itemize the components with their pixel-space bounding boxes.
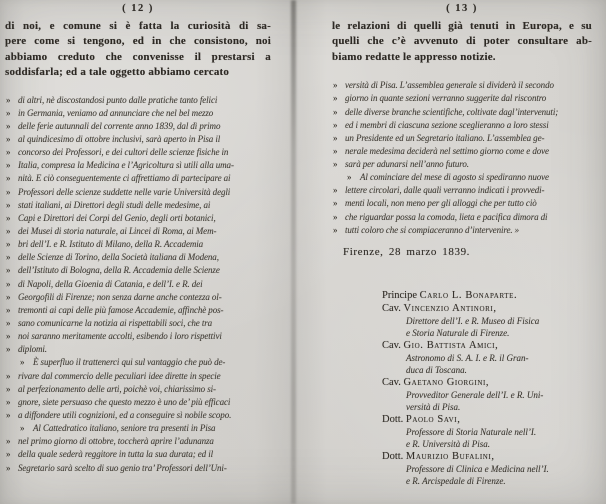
quote-line [5, 225, 271, 238]
quote-line [5, 186, 271, 199]
text-line: soddisfarla; ed a tale oggetto abbiamo cercato [5, 66, 230, 79]
quote-line [5, 199, 271, 212]
gutter-crease [291, 0, 296, 504]
quote-marker: » [6, 265, 11, 276]
signatory-role-line: Professore di Storia Naturale nell’I. [406, 427, 537, 438]
signatory-role-line: e R. Università di Pisa. [406, 439, 490, 450]
quote-line-text: nità. E ciò conseguentemente ci affrettiamo di partecipare ai [18, 173, 231, 184]
quote-line-text: al perfezionamento delle arti, poichè voi, chiarissimo si- [18, 383, 216, 394]
quote-marker: » [333, 132, 338, 143]
quote-line-text: in Germania, veniamo ad annunciare che nel bel mezzo [18, 107, 214, 118]
text-line: quelli che c’è avvenuto di poter consultare ab- [332, 35, 592, 48]
signatory-role-line: e Storia Naturale di Firenze. [406, 328, 510, 339]
quote-marker: » [6, 226, 11, 237]
quote-line [5, 409, 271, 422]
quote-marker: » [6, 331, 11, 342]
quote-line-text: diplomi. [18, 344, 47, 355]
quote-line [332, 119, 592, 132]
signatory-title: Dott. [382, 451, 404, 463]
quoted-circular-right [332, 79, 592, 237]
quote-marker: » [6, 370, 11, 381]
quote-marker: » [333, 93, 338, 104]
quote-line [5, 356, 271, 369]
page-left [5, 3, 271, 475]
quote-line [5, 212, 271, 225]
quote-marker: » [333, 159, 338, 170]
quote-line-text: tutti coloro che si compiaceranno d’intervenire. » [345, 224, 520, 235]
quote-line-text: sarà per adunarsi nell’anno futuro. [345, 159, 469, 170]
quote-line-text: gnore, siete persuaso che questo mezzo è uno de’ più efficaci [18, 396, 231, 407]
quote-marker: » [333, 224, 338, 235]
quote-marker: » [333, 185, 338, 196]
quote-line [332, 132, 592, 145]
text-line: biamo redatte le appresso notizie. [332, 50, 496, 63]
quote-line-text: a diffondere utili cognizioni, ed a conseguire sì nobile scopo. [18, 410, 232, 420]
signatory [382, 414, 592, 451]
quote-marker: » [6, 304, 11, 315]
quote-marker: » [6, 160, 11, 171]
signatory-fullname: Gio. Battista Amici, [403, 339, 499, 351]
quote-marker: » [6, 318, 11, 329]
quote-line-text: lettere circolari, dalle quali verranno indicati i provvedi- [345, 185, 545, 196]
quote-line-text: giorno in quante sezioni verranno suggerite dal riscontro [345, 93, 547, 104]
signatory-title: Principe [382, 289, 417, 301]
signatory-fullname: Paolo Savi, [405, 413, 461, 425]
quote-line-text: Al Cattedratico italiano, seniore tra presenti in Pisa [33, 423, 216, 434]
signatory-role-line: Provveditor Generale dell’I. e R. Uni- [406, 390, 544, 401]
signatory-role-line: Professore di Clinica e Medicina nell’I. [406, 464, 549, 475]
quote-line-text: stati italiani, ai Direttori degli studi delle medesime, ai [18, 199, 211, 210]
signatory [382, 340, 592, 377]
quote-marker: » [6, 199, 11, 210]
quote-line-text: nerale medesima deciderà nel settimo giorno come e dove [345, 145, 549, 156]
quote-line [5, 238, 271, 251]
quote-line-text: un Presidente ed un Segretario italiano. L’assemblea ge- [345, 132, 545, 143]
quote-line [5, 370, 271, 383]
quote-line [5, 120, 271, 133]
quote-line [5, 133, 271, 146]
quote-marker: » [347, 172, 352, 183]
quote-line [5, 159, 271, 172]
signatory-role-line: versità di Pisa. [406, 402, 461, 413]
quote-line [332, 92, 592, 105]
signatory-role-line: Astronomo di S. A. I. e R. il Gran- [406, 352, 529, 363]
quote-line [332, 211, 592, 224]
signatory-name [382, 340, 592, 352]
quote-marker: » [6, 239, 11, 250]
quote-line [5, 462, 271, 475]
text-line: pere come si tengono, ed in che consistono, noi [5, 35, 271, 48]
quote-marker: » [6, 449, 11, 460]
intro-paragraph-right [332, 19, 592, 65]
quoted-circular-left [5, 94, 271, 475]
quote-line-text: di Napoli, della Gioenia di Catania, e dell’I. e R. dei [18, 278, 203, 289]
quote-line-text: sano comunicarne la notizia ai rispettabili soci, che tra [18, 318, 213, 329]
quote-marker: » [6, 410, 11, 420]
signatory-fullname: Maurizio Bufalini, [405, 451, 495, 463]
signatory [382, 451, 592, 488]
quote-line-text: Al cominciare del mese di agosto si spediranno nuove [360, 172, 549, 183]
quote-line-text: bri dell’I. e R. Istituto di Milano, della R. Accademia [18, 239, 204, 250]
signatory-name [382, 451, 592, 463]
quote-line [5, 172, 271, 185]
quote-line-text: ed i membri di ciascuna sezione sceglieranno a loro stessi [345, 119, 549, 130]
signatory-name [382, 303, 592, 315]
signatory-role-line: Direttore dell’I. e R. Museo di Fisica [406, 315, 540, 326]
quote-marker: » [333, 80, 338, 91]
signatory-name [382, 377, 592, 389]
quote-line-text: Georgofili di Firenze; non senza darne anche contezza ol- [18, 291, 222, 302]
signatory-title: Dott. [382, 413, 404, 425]
quote-line-text: versità di Pisa. L’assemblea generale si dividerà il secondo [345, 80, 554, 91]
quote-line-text: concorso dei Professori, e dei cultori delle scienze fisiche in [18, 147, 229, 158]
quote-line [5, 317, 271, 330]
quote-line-text: della quale sederà reggitore in tutta la sua durata; ed il [18, 449, 214, 460]
quote-line-text: Professori delle scienze suddette nelle varie Università degli [18, 186, 231, 197]
signatory [382, 303, 592, 340]
quote-marker: » [6, 383, 11, 394]
quote-line-text: Capi e Direttori dei Corpi del Genio, degli orti botanici, [18, 212, 216, 223]
signatory-role [382, 315, 592, 339]
quote-line [5, 343, 271, 356]
quote-line-text: nel primo giorno di ottobre, toccherà aprire l’adunanza [18, 436, 214, 447]
quote-marker: » [333, 106, 338, 117]
quote-line [5, 448, 271, 461]
quote-marker: » [6, 173, 11, 184]
quote-line [5, 94, 271, 107]
quote-marker: » [6, 436, 11, 447]
signatory-role [382, 352, 592, 376]
quote-marker: » [333, 145, 338, 156]
quote-line [332, 197, 592, 210]
quote-line [5, 396, 271, 409]
quote-marker: » [6, 291, 11, 302]
signatory-fullname: Gaetano Giorgini, [403, 376, 490, 388]
quote-line-text: dell’Istituto di Bologna, della R. Accademia delle Scienze [18, 265, 220, 276]
signatory-role-line: duca di Toscana. [406, 365, 467, 376]
text-line: di noi, e comune si è fatta la curiosità di sa- [5, 20, 271, 32]
signatory-role [382, 463, 592, 487]
quote-line [5, 107, 271, 120]
quote-line [5, 422, 271, 435]
signatory-title: Cav. [382, 376, 401, 388]
quote-line [332, 224, 592, 237]
page-number-right: ( 13 ) [446, 3, 478, 14]
intro-paragraph-left [5, 19, 271, 81]
quote-line [5, 383, 271, 396]
quote-line-text: che riguardar possa la comoda, lieta e pacifica dimora di [345, 211, 548, 222]
signatory-title: Cav. [382, 339, 401, 351]
signatory-list [332, 290, 592, 488]
signatory-role [382, 426, 592, 450]
quote-line-text: dei Musei di storia naturale, ai Lincei di Roma, ai Mem- [18, 226, 217, 237]
quote-marker: » [6, 252, 11, 263]
quote-marker: » [6, 462, 11, 473]
signatory-fullname: Carlo L. Bonaparte. [419, 289, 518, 301]
quote-line [5, 251, 271, 264]
signatory-role [382, 389, 592, 413]
quote-line [332, 106, 592, 119]
quote-line [5, 264, 271, 277]
quote-marker: » [6, 396, 11, 407]
quote-line-text: È superfluo il trattenerci qui sul vantaggio che può de- [33, 357, 226, 368]
quote-marker: » [6, 278, 11, 289]
quote-marker: » [6, 212, 11, 223]
quote-marker: » [6, 120, 11, 131]
quote-marker: » [20, 357, 25, 368]
quote-line [5, 330, 271, 343]
quote-marker: » [6, 94, 11, 105]
quote-line-text: rivare dal commercio delle peculiari idee dirette in specie [18, 370, 221, 381]
quote-marker: » [6, 147, 11, 158]
signatory-name [382, 414, 592, 426]
quote-line [332, 79, 592, 92]
text-line: abbiamo creduto che convenisse il prestarsi a [5, 50, 271, 63]
page-number-left: ( 12 ) [122, 3, 154, 14]
quote-marker: » [6, 344, 11, 355]
text-line: le relazioni di quelli già tenuti in Europa, e su [332, 20, 592, 32]
quote-line [5, 435, 271, 448]
quote-marker: » [333, 211, 338, 222]
signatory-title: Cav. [382, 302, 401, 314]
quote-line-text: delle Scienze di Torino, della Società italiana di Modena, [18, 252, 219, 263]
quote-line [5, 146, 271, 159]
quote-line-text: Segretario sarà scelto di suo genio tra’ Professori dell’Uni- [18, 462, 227, 473]
page-right [332, 3, 592, 488]
quote-line [5, 304, 271, 317]
signatory [382, 290, 592, 302]
quote-line-text: noi saranno meritamente accolti, esibendo i loro rispettivi [18, 331, 222, 342]
quote-marker: » [6, 107, 11, 118]
quote-line [332, 145, 592, 158]
quote-line [332, 158, 592, 171]
quote-line [332, 184, 592, 197]
quote-line-text: delle diverse branche scientifiche, coltivate dagl’intervenuti; [345, 106, 559, 117]
quote-line-text: delle ferie autunnali del corrente anno 1839, dal dì primo [18, 120, 221, 131]
dateline: Firenze, 28 marzo 1839. [343, 245, 471, 258]
signatory-name [382, 290, 592, 302]
signatory-fullname: Vincenzio Antinori, [403, 302, 497, 314]
quote-marker: » [6, 134, 11, 145]
quote-line-text: menti locali, non meno per gli alloggi che per tutto ciò [345, 198, 537, 209]
quote-line [332, 171, 592, 184]
quote-line [5, 278, 271, 291]
signatory [382, 377, 592, 414]
quote-marker: » [333, 198, 338, 209]
quote-marker: » [333, 119, 338, 130]
quote-marker: » [6, 186, 11, 197]
quote-line-text: Italia, compresa la Medicina e l’Agricoltura sì utili alla uma- [18, 160, 234, 171]
quote-marker: » [20, 423, 25, 434]
signatory-role-line: e R. Arcispedale di Firenze. [406, 476, 506, 487]
quote-line-text: tremonti ai capi delle più famose Accademie, affinchè pos- [18, 304, 224, 315]
quote-line [5, 291, 271, 304]
quote-line-text: di altri, nè discostandosi punto dalle pratiche tanto felici [18, 94, 218, 105]
quote-line-text: al quindicesimo di ottobre inclusivi, sarà aperto in Pisa il [18, 134, 221, 145]
